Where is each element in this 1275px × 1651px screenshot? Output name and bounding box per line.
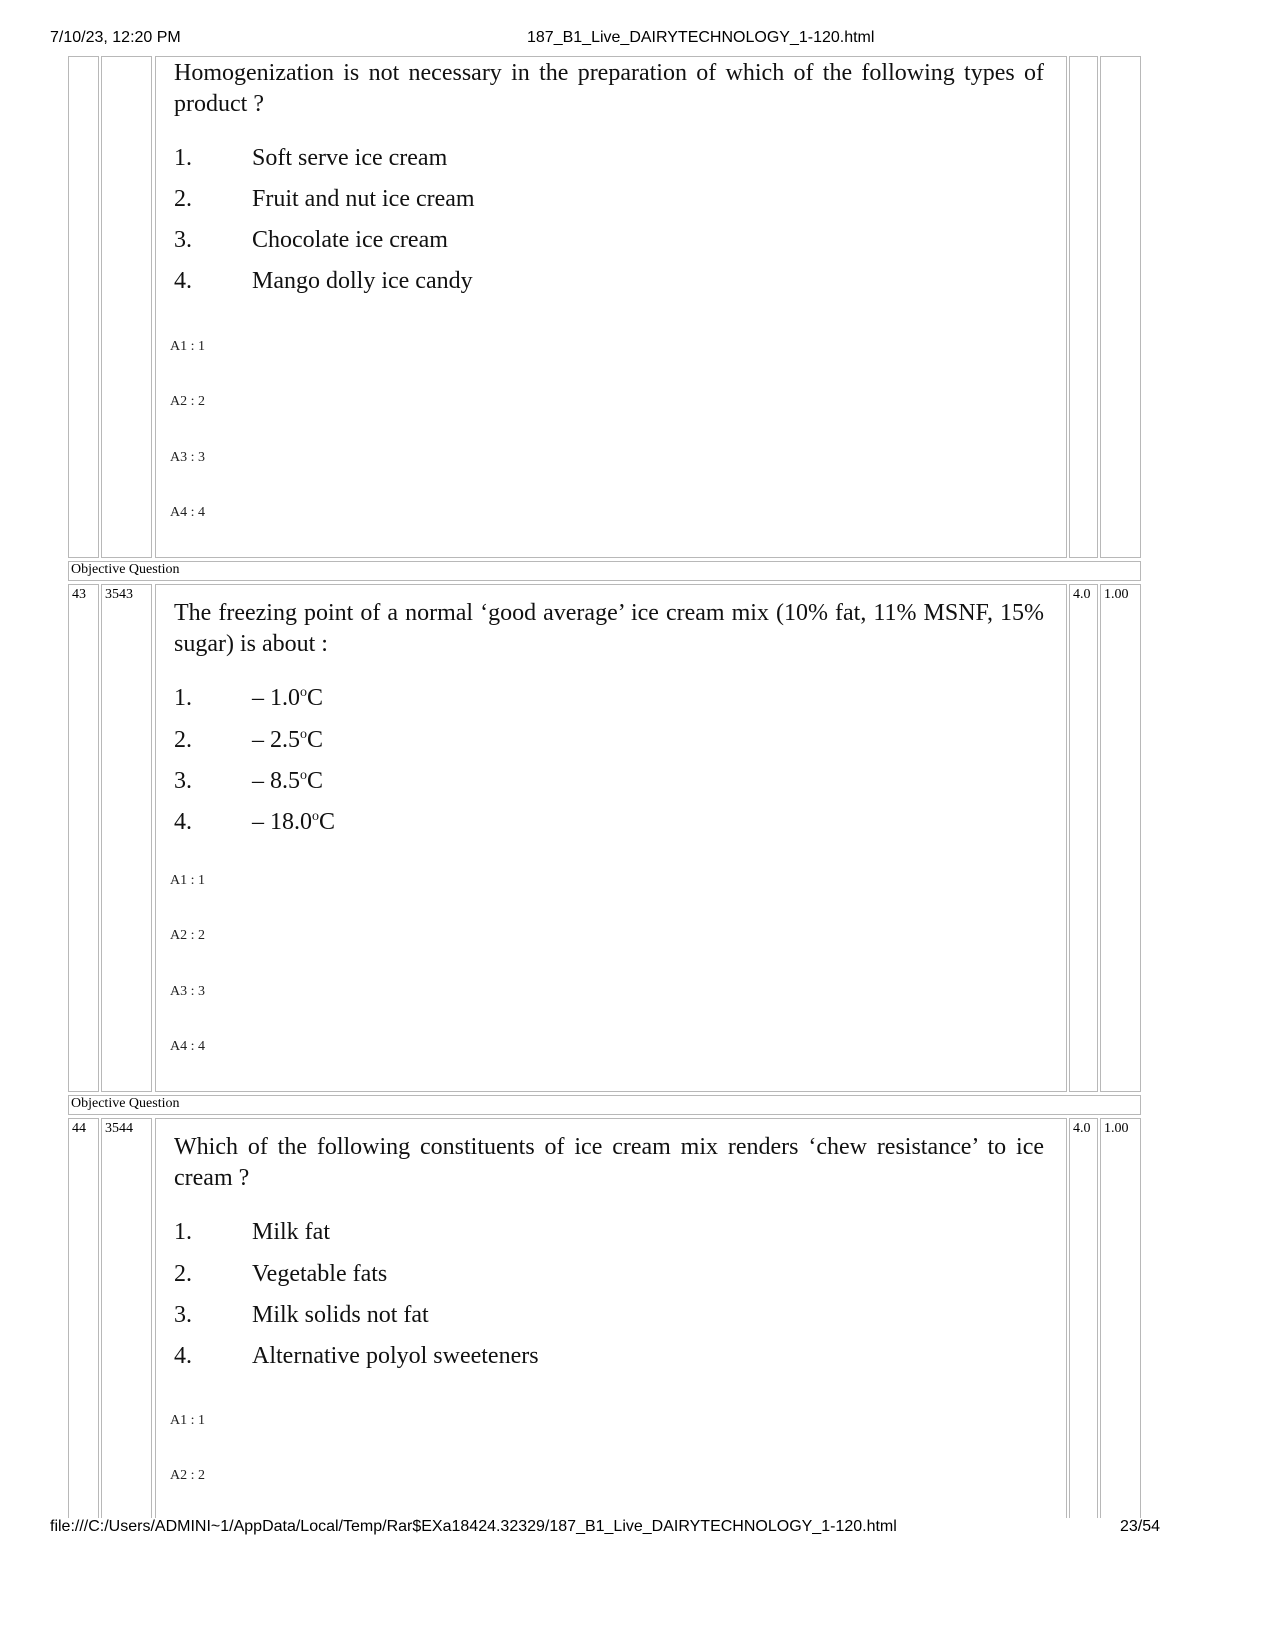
- option-number: 2.: [174, 1261, 192, 1287]
- option-number: 1.: [174, 1219, 192, 1245]
- degree-symbol: o: [300, 768, 307, 783]
- option-2: [174, 1261, 387, 1288]
- option-number: 4.: [174, 1343, 192, 1369]
- negative-marks: 1.00: [1104, 587, 1129, 602]
- option-1: [174, 145, 447, 172]
- answer-key: A2 : 2: [170, 928, 205, 943]
- question-id-cell: [101, 584, 152, 1092]
- unit: C: [307, 727, 324, 753]
- option-text: – 18.0: [252, 809, 312, 835]
- answer-key: A4 : 4: [170, 505, 205, 520]
- answer-key: A1 : 1: [170, 339, 205, 354]
- option-1: [174, 685, 323, 712]
- option-text: – 2.5: [252, 727, 300, 753]
- option-number: 3.: [174, 227, 192, 253]
- document-title: 187_B1_Live_DAIRYTECHNOLOGY_1-120.html: [527, 29, 875, 46]
- degree-symbol: o: [300, 727, 307, 742]
- option-4: [174, 1343, 539, 1370]
- negative-marks-cell: [1100, 584, 1141, 1092]
- negative-marks: 1.00: [1104, 1121, 1129, 1136]
- answer-key: A1 : 1: [170, 873, 205, 888]
- option-number: 4.: [174, 809, 192, 835]
- serial-number: 43: [72, 587, 86, 602]
- unit: C: [319, 809, 336, 835]
- marks-cell: [1069, 56, 1098, 558]
- option-2: [174, 186, 475, 213]
- option-text: Soft serve ice cream: [252, 145, 448, 171]
- question-type-label: Objective Question: [68, 561, 1141, 581]
- option-3: [174, 227, 448, 254]
- option-text: Alternative polyol sweeteners: [252, 1343, 539, 1369]
- answer-key: A1 : 1: [170, 1413, 205, 1428]
- option-number: 1.: [174, 685, 192, 711]
- question-id-cell: [101, 56, 152, 558]
- unit: C: [307, 768, 324, 794]
- page-number: 23/54: [1120, 1518, 1161, 1535]
- answer-key: A2 : 2: [170, 394, 205, 409]
- option-3: [174, 768, 323, 795]
- question-type-label: Objective Question: [68, 1095, 1141, 1115]
- negative-marks-cell: [1100, 56, 1141, 558]
- question-body-cell: [155, 56, 1067, 558]
- option-text: Milk fat: [252, 1219, 330, 1245]
- file-path: file:///C:/Users/ADMINI~1/AppData/Local/Temp/Rar$EXa18424.32329/187_B1_Live_DAIRYTECHNOLOGY_1-120.html: [50, 1518, 897, 1535]
- print-datetime: 7/10/23, 12:20 PM: [50, 29, 181, 46]
- marks: 4.0: [1073, 587, 1091, 602]
- marks: 4.0: [1073, 1121, 1091, 1136]
- question-text: Which of the following constituents of ice cream mix renders ‘chew resistance’ to ice cream ?: [174, 1134, 1044, 1191]
- serial-cell: [68, 584, 99, 1092]
- option-number: 3.: [174, 768, 192, 794]
- option-2: [174, 727, 323, 754]
- negative-marks-cell: [1100, 1118, 1141, 1518]
- option-text: Fruit and nut ice cream: [252, 186, 475, 212]
- option-3: [174, 1302, 429, 1329]
- option-text: – 1.0: [252, 685, 300, 711]
- option-text: Chocolate ice cream: [252, 227, 448, 253]
- question-id-cell: [101, 1118, 152, 1518]
- answer-key: A4 : 4: [170, 1039, 205, 1054]
- answer-key: A2 : 2: [170, 1468, 205, 1483]
- option-1: [174, 1219, 330, 1246]
- option-4: [174, 809, 335, 836]
- unit: C: [307, 685, 324, 711]
- serial-number: 44: [72, 1121, 86, 1136]
- option-text: Milk solids not fat: [252, 1302, 429, 1328]
- question-text: The freezing point of a normal ‘good average’ ice cream mix (10% fat, 11% MSNF, 15% sugar) is about :: [174, 600, 1044, 657]
- option-number: 2.: [174, 186, 192, 212]
- option-number: 4.: [174, 268, 192, 294]
- option-text: – 8.5: [252, 768, 300, 794]
- question-text: Homogenization is not necessary in the preparation of which of the following types of product ?: [174, 60, 1044, 117]
- degree-symbol: o: [312, 809, 319, 824]
- marks-cell: [1069, 584, 1098, 1092]
- answer-key: A3 : 3: [170, 984, 205, 999]
- answer-key: A3 : 3: [170, 450, 205, 465]
- option-4: [174, 268, 473, 295]
- option-number: 3.: [174, 1302, 192, 1328]
- question-body-cell: [155, 584, 1067, 1092]
- marks-cell: [1069, 1118, 1098, 1518]
- option-text: Vegetable fats: [252, 1261, 388, 1287]
- question-id: 3544: [105, 1121, 133, 1136]
- question-id: 3543: [105, 587, 133, 602]
- option-number: 1.: [174, 145, 192, 171]
- serial-cell: [68, 56, 99, 558]
- degree-symbol: o: [300, 685, 307, 700]
- option-number: 2.: [174, 727, 192, 753]
- option-text: Mango dolly ice candy: [252, 268, 473, 294]
- serial-cell: [68, 1118, 99, 1518]
